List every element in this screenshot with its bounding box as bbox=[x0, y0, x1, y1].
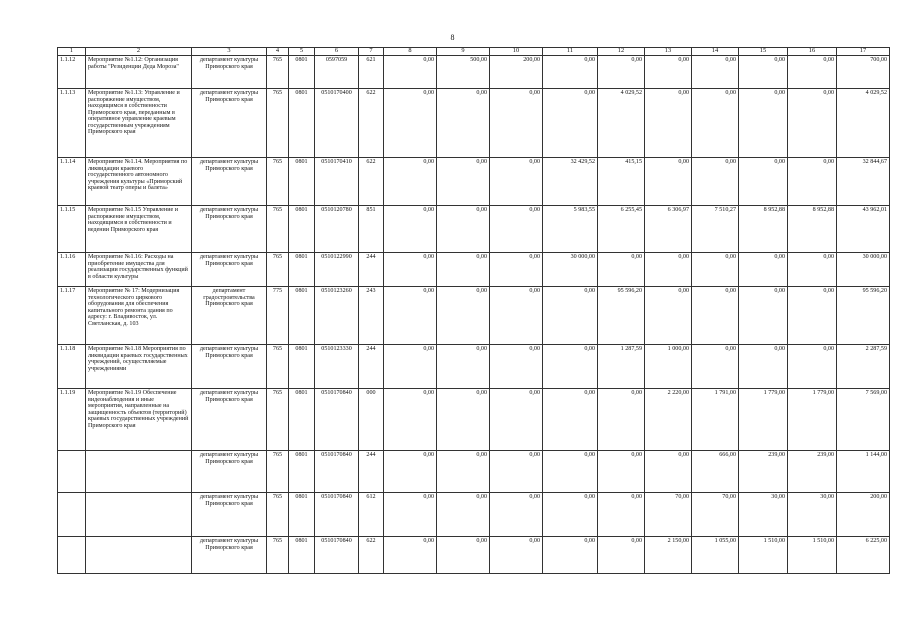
code-cell: 0510170400 bbox=[315, 89, 359, 158]
amount-cell: 0,00 bbox=[739, 56, 788, 89]
amount-cell: 30,00 bbox=[739, 493, 788, 537]
code-cell: 622 bbox=[359, 158, 384, 206]
amount-cell: 0,00 bbox=[543, 89, 598, 158]
amount-cell: 30,00 bbox=[788, 493, 837, 537]
row-number-cell: 1.1.12 bbox=[58, 56, 86, 89]
amount-cell: 95 596,20 bbox=[837, 287, 890, 345]
executor-cell: департамент культуры Приморского края bbox=[192, 206, 267, 253]
amount-cell: 0,00 bbox=[384, 89, 437, 158]
amount-cell: 0,00 bbox=[788, 89, 837, 158]
amount-cell: 0,00 bbox=[490, 537, 543, 574]
amount-cell: 0,00 bbox=[739, 345, 788, 389]
column-header: 10 bbox=[490, 48, 543, 56]
table-row bbox=[58, 345, 890, 389]
executor-cell: департамент культуры Приморского края bbox=[192, 389, 267, 451]
amount-cell: 0,00 bbox=[692, 89, 739, 158]
amount-cell: 8 952,88 bbox=[739, 206, 788, 253]
amount-cell: 0,00 bbox=[490, 206, 543, 253]
amount-cell: 0,00 bbox=[490, 493, 543, 537]
code-cell: 765 bbox=[267, 345, 289, 389]
code-cell: 765 bbox=[267, 56, 289, 89]
amount-cell: 239,00 bbox=[788, 451, 837, 493]
amount-cell: 6 306,97 bbox=[645, 206, 692, 253]
amount-cell: 4 029,52 bbox=[837, 89, 890, 158]
amount-cell: 1 779,00 bbox=[788, 389, 837, 451]
amount-cell: 0,00 bbox=[598, 389, 645, 451]
amount-cell: 0,00 bbox=[384, 389, 437, 451]
code-cell: 0510170840 bbox=[315, 493, 359, 537]
column-header: 8 bbox=[384, 48, 437, 56]
amount-cell: 0,00 bbox=[692, 253, 739, 287]
table-row bbox=[58, 56, 890, 89]
amount-cell: 70,00 bbox=[692, 493, 739, 537]
amount-cell: 0,00 bbox=[437, 89, 490, 158]
amount-cell: 0,00 bbox=[437, 158, 490, 206]
amount-cell: 0,00 bbox=[543, 287, 598, 345]
code-cell: 0510170840 bbox=[315, 451, 359, 493]
amount-cell: 0,00 bbox=[384, 345, 437, 389]
row-number-cell: 1.1.13 bbox=[58, 89, 86, 158]
code-cell: 0510123260 bbox=[315, 287, 359, 345]
amount-cell: 8 952,88 bbox=[788, 206, 837, 253]
amount-cell: 5 983,55 bbox=[543, 206, 598, 253]
amount-cell: 0,00 bbox=[788, 56, 837, 89]
measure-name-cell bbox=[86, 537, 192, 574]
executor-cell: департамент культуры Приморского края bbox=[192, 56, 267, 89]
amount-cell: 0,00 bbox=[692, 158, 739, 206]
page-number: 8 bbox=[450, 33, 455, 42]
amount-cell: 0,00 bbox=[645, 158, 692, 206]
code-cell: 244 bbox=[359, 345, 384, 389]
amount-cell: 0,00 bbox=[384, 253, 437, 287]
code-cell: 0801 bbox=[289, 89, 315, 158]
amount-cell: 0,00 bbox=[437, 253, 490, 287]
column-header: 6 bbox=[315, 48, 359, 56]
code-cell: 765 bbox=[267, 537, 289, 574]
code-cell: 622 bbox=[359, 89, 384, 158]
column-header: 17 bbox=[837, 48, 890, 56]
amount-cell: 0,00 bbox=[384, 537, 437, 574]
row-number-cell bbox=[58, 451, 86, 493]
amount-cell: 0,00 bbox=[437, 287, 490, 345]
column-header: 14 bbox=[692, 48, 739, 56]
amount-cell: 30 000,00 bbox=[837, 253, 890, 287]
code-cell: 765 bbox=[267, 89, 289, 158]
amount-cell: 2 287,59 bbox=[837, 345, 890, 389]
amount-cell: 0,00 bbox=[543, 451, 598, 493]
code-cell: 765 bbox=[267, 253, 289, 287]
measure-name-cell: Мероприятие №1.12: Организация работы "Резиденции Деда Мороза" bbox=[86, 56, 192, 89]
column-header: 16 bbox=[788, 48, 837, 56]
amount-cell: 2 150,00 bbox=[645, 537, 692, 574]
amount-cell: 70,00 bbox=[645, 493, 692, 537]
amount-cell: 6 255,45 bbox=[598, 206, 645, 253]
column-header: 2 bbox=[86, 48, 192, 56]
amount-cell: 0,00 bbox=[437, 451, 490, 493]
code-cell: 765 bbox=[267, 389, 289, 451]
amount-cell: 0,00 bbox=[543, 389, 598, 451]
amount-cell: 0,00 bbox=[437, 389, 490, 451]
amount-cell: 0,00 bbox=[692, 287, 739, 345]
code-cell: 244 bbox=[359, 253, 384, 287]
amount-cell: 0,00 bbox=[490, 253, 543, 287]
amount-cell: 0,00 bbox=[645, 89, 692, 158]
amount-cell: 0,00 bbox=[645, 451, 692, 493]
code-cell: 0510170840 bbox=[315, 389, 359, 451]
amount-cell: 0,00 bbox=[692, 345, 739, 389]
executor-cell: департамент культуры Приморского края bbox=[192, 537, 267, 574]
amount-cell: 0,00 bbox=[739, 158, 788, 206]
amount-cell: 0,00 bbox=[739, 89, 788, 158]
amount-cell: 0,00 bbox=[788, 345, 837, 389]
table-row bbox=[58, 158, 890, 206]
measure-name-cell: Мероприятие №1.18 Мероприятия по ликвидации краевых государственных учреждений, осуществляемые учреждениями bbox=[86, 345, 192, 389]
amount-cell: 0,00 bbox=[384, 206, 437, 253]
code-cell: 765 bbox=[267, 206, 289, 253]
measure-name-cell: Мероприятие № 17: Модернизация технологического циркового оборудования для обеспечения капитального ремонта здания по адресу: г. Владивосток, ул. Светланская, д. 103 bbox=[86, 287, 192, 345]
table-row bbox=[58, 287, 890, 345]
amount-cell: 4 029,52 bbox=[598, 89, 645, 158]
amount-cell: 0,00 bbox=[437, 206, 490, 253]
amount-cell: 415,15 bbox=[598, 158, 645, 206]
code-cell: 0510170410 bbox=[315, 158, 359, 206]
row-number-cell: 1.1.18 bbox=[58, 345, 86, 389]
amount-cell: 0,00 bbox=[384, 451, 437, 493]
measure-name-cell: Мероприятие №1.13: Управление и распоряжение имуществом, находящимся в собственности Приморского края, переданным в оперативное управление краевым государственным учреждениям Приморского края bbox=[86, 89, 192, 158]
code-cell: 765 bbox=[267, 493, 289, 537]
amount-cell: 500,00 bbox=[437, 56, 490, 89]
amount-cell: 0,00 bbox=[598, 56, 645, 89]
amount-cell: 0,00 bbox=[645, 287, 692, 345]
amount-cell: 0,00 bbox=[543, 537, 598, 574]
amount-cell: 6 225,00 bbox=[837, 537, 890, 574]
amount-cell: 0,00 bbox=[543, 345, 598, 389]
executor-cell: департамент культуры Приморского края bbox=[192, 158, 267, 206]
amount-cell: 0,00 bbox=[543, 56, 598, 89]
code-cell: 0510170840 bbox=[315, 537, 359, 574]
executor-cell: департамент культуры Приморского края bbox=[192, 89, 267, 158]
row-number-cell: 1.1.16 bbox=[58, 253, 86, 287]
executor-cell: департамент градостроительства Приморского края bbox=[192, 287, 267, 345]
row-number-cell bbox=[58, 493, 86, 537]
table-row bbox=[58, 389, 890, 451]
code-cell: 0801 bbox=[289, 389, 315, 451]
amount-cell: 1 510,00 bbox=[739, 537, 788, 574]
amount-cell: 700,00 bbox=[837, 56, 890, 89]
header-row bbox=[58, 48, 890, 56]
amount-cell: 43 962,01 bbox=[837, 206, 890, 253]
code-cell: 000 bbox=[359, 389, 384, 451]
table-row bbox=[58, 493, 890, 537]
column-header: 4 bbox=[267, 48, 289, 56]
amount-cell: 239,00 bbox=[739, 451, 788, 493]
column-header: 5 bbox=[289, 48, 315, 56]
table-row bbox=[58, 206, 890, 253]
amount-cell: 0,00 bbox=[384, 158, 437, 206]
code-cell: 851 bbox=[359, 206, 384, 253]
amount-cell: 0,00 bbox=[739, 253, 788, 287]
code-cell: 0801 bbox=[289, 56, 315, 89]
amount-cell: 200,00 bbox=[490, 56, 543, 89]
amount-cell: 0,00 bbox=[598, 493, 645, 537]
amount-cell: 1 779,00 bbox=[739, 389, 788, 451]
column-header: 13 bbox=[645, 48, 692, 56]
column-header: 11 bbox=[543, 48, 598, 56]
code-cell: 622 bbox=[359, 537, 384, 574]
amount-cell: 0,00 bbox=[788, 158, 837, 206]
code-cell: 0801 bbox=[289, 451, 315, 493]
executor-cell: департамент культуры Приморского края bbox=[192, 345, 267, 389]
row-number-cell: 1.1.15 bbox=[58, 206, 86, 253]
code-cell: 0510120780 bbox=[315, 206, 359, 253]
row-number-cell: 1.1.19 bbox=[58, 389, 86, 451]
table-row bbox=[58, 89, 890, 158]
amount-cell: 1 287,59 bbox=[598, 345, 645, 389]
executor-cell: департамент культуры Приморского края bbox=[192, 493, 267, 537]
code-cell: 765 bbox=[267, 158, 289, 206]
amount-cell: 0,00 bbox=[598, 451, 645, 493]
amount-cell: 32 429,52 bbox=[543, 158, 598, 206]
amount-cell: 0,00 bbox=[490, 89, 543, 158]
amount-cell: 666,00 bbox=[692, 451, 739, 493]
code-cell: 0801 bbox=[289, 345, 315, 389]
code-cell: 243 bbox=[359, 287, 384, 345]
amount-cell: 0,00 bbox=[490, 389, 543, 451]
amount-cell: 0,00 bbox=[739, 287, 788, 345]
measure-name-cell: Мероприятие №1.16: Расходы на приобретение имущества для реализации государственных функций в области культуры bbox=[86, 253, 192, 287]
amount-cell: 0,00 bbox=[384, 56, 437, 89]
code-cell: 0510122990 bbox=[315, 253, 359, 287]
measure-name-cell: Мероприятие №1.19 Обеспечение видеонаблюдения и иные мероприятия, направленные на защищенность объектов (территорий) краевых государственных учреждений Приморского края bbox=[86, 389, 192, 451]
amount-cell: 0,00 bbox=[490, 158, 543, 206]
amount-cell: 7 569,00 bbox=[837, 389, 890, 451]
table-row bbox=[58, 451, 890, 493]
code-cell: 621 bbox=[359, 56, 384, 89]
executor-cell: департамент культуры Приморского края bbox=[192, 451, 267, 493]
column-header: 12 bbox=[598, 48, 645, 56]
amount-cell: 0,00 bbox=[384, 493, 437, 537]
code-cell: 0801 bbox=[289, 206, 315, 253]
amount-cell: 0,00 bbox=[490, 287, 543, 345]
amount-cell: 0,00 bbox=[788, 287, 837, 345]
column-header: 7 bbox=[359, 48, 384, 56]
budget-table bbox=[57, 47, 890, 574]
table-row bbox=[58, 253, 890, 287]
amount-cell: 2 220,00 bbox=[645, 389, 692, 451]
amount-cell: 0,00 bbox=[384, 287, 437, 345]
amount-cell: 0,00 bbox=[490, 451, 543, 493]
code-cell: 775 bbox=[267, 287, 289, 345]
amount-cell: 0,00 bbox=[598, 253, 645, 287]
row-number-cell: 1.1.17 bbox=[58, 287, 86, 345]
amount-cell: 0,00 bbox=[598, 537, 645, 574]
measure-name-cell bbox=[86, 451, 192, 493]
amount-cell: 30 000,00 bbox=[543, 253, 598, 287]
column-header: 3 bbox=[192, 48, 267, 56]
code-cell: 0801 bbox=[289, 253, 315, 287]
amount-cell: 95 596,20 bbox=[598, 287, 645, 345]
code-cell: 0597059 bbox=[315, 56, 359, 89]
amount-cell: 0,00 bbox=[692, 56, 739, 89]
row-number-cell bbox=[58, 537, 86, 574]
amount-cell: 200,00 bbox=[837, 493, 890, 537]
amount-cell: 0,00 bbox=[437, 345, 490, 389]
code-cell: 0801 bbox=[289, 493, 315, 537]
amount-cell: 0,00 bbox=[437, 537, 490, 574]
code-cell: 0510123330 bbox=[315, 345, 359, 389]
amount-cell: 32 844,67 bbox=[837, 158, 890, 206]
column-header: 9 bbox=[437, 48, 490, 56]
amount-cell: 7 510,27 bbox=[692, 206, 739, 253]
amount-cell: 0,00 bbox=[437, 493, 490, 537]
executor-cell: департамент культуры Приморского края bbox=[192, 253, 267, 287]
code-cell: 0801 bbox=[289, 287, 315, 345]
code-cell: 244 bbox=[359, 451, 384, 493]
amount-cell: 0,00 bbox=[645, 56, 692, 89]
code-cell: 612 bbox=[359, 493, 384, 537]
amount-cell: 1 791,00 bbox=[692, 389, 739, 451]
amount-cell: 0,00 bbox=[645, 253, 692, 287]
column-header: 1 bbox=[58, 48, 86, 56]
amount-cell: 0,00 bbox=[543, 493, 598, 537]
measure-name-cell bbox=[86, 493, 192, 537]
amount-cell: 0,00 bbox=[788, 253, 837, 287]
code-cell: 0801 bbox=[289, 537, 315, 574]
amount-cell: 1 510,00 bbox=[788, 537, 837, 574]
column-header: 15 bbox=[739, 48, 788, 56]
amount-cell: 1 000,00 bbox=[645, 345, 692, 389]
amount-cell: 1 144,00 bbox=[837, 451, 890, 493]
amount-cell: 0,00 bbox=[490, 345, 543, 389]
row-number-cell: 1.1.14 bbox=[58, 158, 86, 206]
code-cell: 765 bbox=[267, 451, 289, 493]
amount-cell: 1 055,00 bbox=[692, 537, 739, 574]
code-cell: 0801 bbox=[289, 158, 315, 206]
table-row bbox=[58, 537, 890, 574]
measure-name-cell: Мероприятие №1.14. Мероприятия по ликвидации краевого государственного автономного учреждения культуры «Приморский краевой театр оперы и балета» bbox=[86, 158, 192, 206]
measure-name-cell: Мероприятие №1.15 Управление и распоряжение имуществом, находящимся в собственности и ведении Приморского края bbox=[86, 206, 192, 253]
